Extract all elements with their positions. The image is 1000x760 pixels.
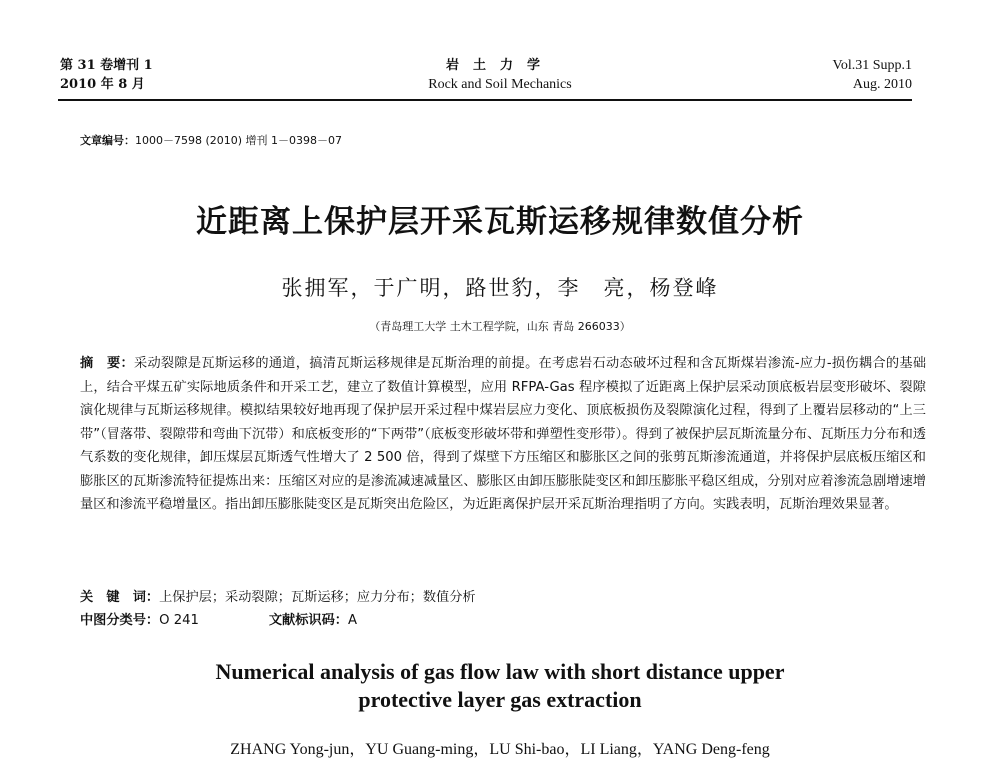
classification bbox=[80, 609, 357, 628]
keywords bbox=[80, 586, 476, 605]
clc-value: O 241 bbox=[159, 613, 199, 628]
date-en: Aug. 2010 bbox=[852, 77, 912, 92]
volume-en: Vol.31 Supp.1 bbox=[832, 58, 912, 73]
authors-cn: 张拥军，于广明，路世豹，李 亮，杨登峰 bbox=[281, 276, 719, 300]
issue-cn: 第 31 卷增刊 1 bbox=[60, 58, 153, 73]
journal-name-cn: 岩土力学 bbox=[445, 58, 554, 73]
article-number bbox=[80, 132, 342, 148]
clc-label: 中图分类号： bbox=[80, 613, 160, 628]
article-number-label: 文章编号： bbox=[80, 134, 135, 147]
affiliation-cn: （青岛理工大学 土木工程学院，山东 青岛 266033） bbox=[369, 320, 631, 333]
doc-code-label: 文献标识码： bbox=[268, 613, 348, 628]
paper-title-cn: 近距离上保护层开采瓦斯运移规律数值分析 bbox=[196, 204, 804, 240]
abstract bbox=[80, 352, 926, 517]
keywords-text: 上保护层；采动裂隙；瓦斯运移；应力分布；数值分析 bbox=[159, 590, 476, 605]
header-rule bbox=[58, 99, 912, 101]
header-right bbox=[833, 56, 912, 94]
journal-name-en: Rock and Soil Mechanics bbox=[428, 77, 572, 92]
paper-title-en-line1: Numerical analysis of gas flow law with short distance upper bbox=[215, 659, 785, 684]
authors-en: ZHANG Yong-jun，YU Guang-ming，LU Shi-bao，LI Liang，YANG Deng-feng bbox=[230, 741, 770, 758]
keywords-label: 关 键 词： bbox=[80, 590, 160, 605]
paper-title-en-line2: protective layer gas extraction bbox=[358, 687, 642, 712]
date-cn: 2010 年 8 月 bbox=[60, 77, 145, 92]
paper-title-en bbox=[0, 658, 1000, 714]
doc-code-value: A bbox=[348, 613, 358, 628]
abstract-text: 采动裂隙是瓦斯运移的通道，搞清瓦斯运移规律是瓦斯治理的前提。在考虑岩石动态破坏过程和含瓦斯煤岩渗流-应力-损伤耦合的基础上，结合平煤五矿实际地质条件和开采工艺，建立了数值计算模型，应用 RFPA-Gas 程序模拟了近距离上保护层采动顶底板岩层变形破坏、裂隙演化规律与瓦斯运移规律。模拟结果较好地再现了保护层开采过程中煤岩层应力变化、顶底板损伤及裂隙演化过程，得到了上覆岩层移动的“上三带”（冒落带、裂隙带和弯曲下沉带）和底板变形的“下两带”（底板变形破坏带和弹塑性变形带）。得到了被保护层瓦斯流量分布、瓦斯压力分布和透气系数的变化规律，卸压煤层瓦斯透气性增大了 2 500 倍，得到了煤壁下方压缩区和膨胀区之间的张剪瓦斯渗流通道，并将保护层底板压缩区和膨胀区的瓦斯渗流特征提炼出来：压缩区对应的是渗流减速减量区、膨胀区由卸压膨胀陡变区和卸压膨胀平稳区组成，分别对应着渗流急剧增速增量区和渗流平稳增量区。指出卸压膨胀陡变区是瓦斯突出危险区，为近距离保护层开采瓦斯治理指明了方向。实践表明，瓦斯治理效果显著。 bbox=[80, 356, 927, 512]
abstract-label: 摘 要： bbox=[80, 356, 134, 371]
article-number-value: 1000－7598 (2010) 增刊 1－0398－07 bbox=[135, 134, 343, 147]
